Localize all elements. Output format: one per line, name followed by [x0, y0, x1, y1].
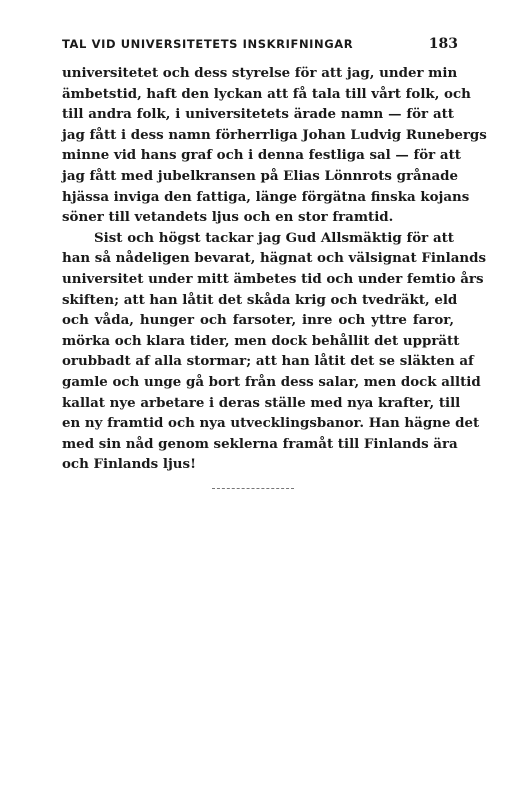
page-number: 183 — [428, 36, 458, 52]
text-line: universitetet och dess styrelse för att jag, under min — [62, 65, 458, 81]
text-line: minne vid hans graf och i denna festliga sal — för att — [62, 147, 461, 164]
text-line: mörka och klara tider, men dock behållit det upprätt — [62, 332, 460, 349]
text-line: gamle och unge gå bort från dess salar, men dock alltid — [62, 373, 481, 390]
body-text — [62, 63, 487, 475]
text-line: söner till vetandets ljus och en stor framtid. — [62, 209, 394, 226]
text-line: universitet under mitt ämbetes tid och under femtio års — [62, 270, 484, 287]
text-line: med sin nåd genom seklerna framåt till Finlands ära — [62, 435, 458, 452]
text-line: till andra folk, i universitetets ärade namn — för att — [62, 106, 454, 123]
text-line: jag fått i dess namn förherrliga Johan Ludvig Runebergs — [62, 126, 487, 143]
text-line: jag fått med jubelkransen på Elias Lönnrots grånade — [62, 167, 459, 184]
text-line: en ny framtid och nya utvecklingsbanor. Han hägne det — [62, 415, 480, 432]
text-line: hjässa inviga den fattiga, länge förgätna finska kojans — [62, 188, 470, 205]
running-title: TAL VID UNIVERSITETETS INSKRIFNINGAR — [62, 37, 354, 51]
text-line: och Finlands ljus! — [62, 456, 196, 473]
text-line: orubbadt af alla stormar; att han låtit det se släkten af — [62, 353, 474, 370]
text-line: ämbetstid, haft den lyckan att få tala till vårt folk, och — [62, 85, 471, 102]
text-line: han så nådeligen bevarat, hägnat och välsignat Finlands — [62, 250, 487, 267]
text-line: Sist och högst tackar jag Gud Allsmäktig för att — [94, 229, 454, 246]
text-line: skiften; att han låtit det skåda krig och tvedräkt, eld — [62, 291, 458, 308]
text-line: kallat nye arbetare i deras ställe med nya krafter, till — [62, 394, 461, 411]
running-head — [62, 36, 458, 52]
section-end-rule — [212, 488, 294, 489]
text-line: och våda, hunger och farsoter, inre och yttre faror, — [62, 312, 454, 329]
